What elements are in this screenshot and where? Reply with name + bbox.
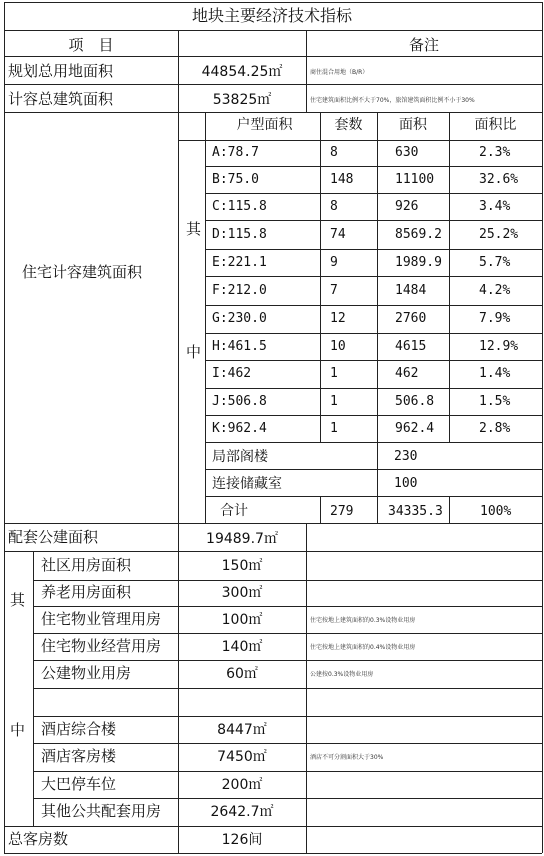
residential-unit-area: 4615 (395, 339, 427, 354)
plan-area-note: 商住混合用地（B/R） (310, 69, 369, 76)
residential-unit-type: F:212.0 (212, 283, 267, 298)
attic-area: 230 (394, 449, 418, 464)
residential-unit-ratio: 1.5% (479, 394, 511, 409)
rooms-value: 126间 (221, 832, 263, 848)
header-note: 备注 (408, 36, 439, 54)
residential-unit-area: 11100 (395, 172, 435, 187)
residential-unit-ratio: 7.9% (479, 311, 511, 326)
residential-unit-count: 10 (330, 339, 346, 354)
public-item-value: 7450㎡ (217, 749, 267, 765)
grid-line (33, 660, 542, 661)
grid-line (4, 112, 542, 113)
public-item-value: 140㎡ (221, 639, 263, 655)
grid-line (542, 2, 543, 853)
grid-line (178, 140, 205, 141)
plan-area-value: 44854.25㎡ (201, 64, 283, 80)
storage-area: 100 (394, 476, 418, 491)
residential-side-char-2: 中 (186, 343, 202, 361)
residential-unit-count: 148 (330, 172, 354, 187)
grid-line (205, 388, 542, 389)
far-area-value: 53825㎡ (212, 92, 272, 108)
public-item-note: 住宅按地上建筑面积的0.3%设物业用房 (310, 617, 416, 624)
grid-line (449, 496, 450, 523)
public-item-label: 住宅物业经营用房 (41, 637, 162, 655)
residential-unit-count: 7 (330, 283, 338, 298)
total-count: 279 (330, 504, 354, 519)
grid-line (205, 112, 206, 523)
public-item-label: 公建物业用房 (41, 664, 132, 682)
grid-line (205, 469, 542, 470)
residential-unit-area: 1989.9 (395, 255, 442, 270)
grid-line (33, 771, 542, 772)
residential-unit-type: I:462 (212, 366, 252, 381)
public-item-label: 大巴停车位 (41, 775, 117, 793)
grid-line (205, 333, 542, 334)
residential-unit-count: 8 (330, 199, 338, 214)
public-area-label: 配套公建面积 (8, 528, 99, 546)
public-item-value: 300㎡ (221, 585, 263, 601)
public-item-label: 其他公共配套用房 (41, 802, 162, 820)
residential-unit-count: 1 (330, 366, 338, 381)
residential-col-header: 套数 (334, 117, 363, 133)
public-item-label: 社区用房面积 (41, 556, 132, 574)
residential-unit-ratio: 1.4% (479, 366, 511, 381)
residential-side-char-1: 其 (186, 220, 202, 238)
residential-unit-ratio: 5.7% (479, 255, 511, 270)
grid-line (306, 826, 307, 853)
residential-unit-type: A:78.7 (212, 145, 259, 160)
grid-line (4, 551, 542, 552)
header-item: 项 目 (68, 36, 114, 54)
grid-line (320, 496, 321, 523)
public-side-char-1: 其 (10, 591, 26, 609)
residential-unit-area: 962.4 (395, 421, 435, 436)
residential-unit-count: 74 (330, 227, 346, 242)
residential-unit-type: G:230.0 (212, 311, 267, 326)
residential-unit-count: 12 (330, 311, 346, 326)
residential-unit-ratio: 12.9% (479, 339, 519, 354)
grid-line (205, 360, 542, 361)
residential-unit-ratio: 4.2% (479, 283, 511, 298)
public-item-value: 200㎡ (221, 777, 263, 793)
grid-line (205, 166, 542, 167)
grid-line (205, 220, 542, 221)
public-item-value: 2642.7㎡ (210, 804, 274, 820)
grid-line (33, 551, 34, 826)
residential-unit-count: 1 (330, 394, 338, 409)
grid-line (306, 523, 307, 551)
grid-line (33, 743, 542, 744)
plan-area-label: 规划总用地面积 (8, 62, 114, 80)
rooms-label: 总客房数 (8, 830, 69, 848)
grid-line (205, 496, 542, 497)
residential-unit-area: 2760 (395, 311, 427, 326)
residential-unit-ratio: 3.4% (479, 199, 511, 214)
residential-unit-type: J:506.8 (212, 394, 267, 409)
grid-line (377, 112, 378, 523)
residential-unit-count: 8 (330, 145, 338, 160)
grid-line (320, 112, 321, 442)
public-item-label: 住宅物业管理用房 (41, 610, 162, 628)
residential-unit-area: 630 (395, 145, 419, 160)
residential-col-header: 面积比 (474, 117, 517, 133)
grid-line (205, 442, 542, 443)
residential-unit-count: 9 (330, 255, 338, 270)
grid-line (33, 633, 542, 634)
residential-unit-ratio: 25.2% (479, 227, 519, 242)
grid-line (33, 606, 542, 607)
residential-col-header: 面积 (399, 117, 427, 133)
public-item-value: 60㎡ (226, 666, 258, 682)
public-item-label: 酒店综合楼 (41, 720, 117, 738)
public-area-value: 19489.7㎡ (206, 531, 278, 547)
residential-unit-area: 8569.2 (395, 227, 442, 242)
total-ratio: 100% (480, 504, 512, 519)
grid-line (4, 2, 5, 853)
storage-label: 连接储藏室 (212, 476, 282, 492)
public-item-value: 100㎡ (221, 612, 263, 628)
grid-line (33, 798, 542, 799)
grid-line (4, 826, 542, 827)
residential-unit-type: H:461.5 (212, 339, 267, 354)
residential-unit-area: 926 (395, 199, 419, 214)
total-label: 合计 (220, 503, 248, 519)
residential-unit-area: 506.8 (395, 394, 435, 409)
public-item-value: 150㎡ (221, 558, 263, 574)
far-area-note: 住宅建筑面积比例不大于70%，旅馆建筑面积比例不小于30% (310, 97, 475, 104)
grid-line (205, 305, 542, 306)
residential-unit-type: C:115.8 (212, 199, 267, 214)
residential-unit-area: 462 (395, 366, 419, 381)
public-item-value: 8447㎡ (217, 722, 267, 738)
total-area: 34335.3 (388, 504, 443, 519)
grid-line (33, 688, 542, 689)
far-area-label: 计容总建筑面积 (8, 90, 114, 108)
grid-line (306, 551, 307, 826)
public-item-note: 住宅按地上建筑面积的0.4%设物业用房 (310, 644, 416, 651)
public-item-note: 公建按0.3%设物业用房 (310, 671, 374, 678)
grid-line (4, 84, 542, 85)
residential-area-label: 住宅计容建筑面积 (22, 263, 143, 281)
grid-line (205, 249, 542, 250)
grid-line (4, 853, 542, 854)
attic-label: 局部阁楼 (212, 449, 268, 465)
public-side-char-2: 中 (10, 721, 26, 739)
grid-line (449, 112, 450, 442)
public-item-note: 酒店不可分割面积大于30% (310, 754, 384, 761)
grid-line (4, 2, 542, 3)
residential-unit-ratio: 2.3% (479, 145, 511, 160)
grid-line (178, 112, 179, 523)
grid-line (205, 276, 542, 277)
residential-unit-type: K:962.4 (212, 421, 267, 436)
grid-line (205, 415, 542, 416)
grid-line (4, 56, 542, 57)
residential-unit-ratio: 2.8% (479, 421, 511, 436)
residential-unit-type: D:115.8 (212, 227, 267, 242)
residential-unit-count: 1 (330, 421, 338, 436)
residential-col-header: 户型面积 (236, 117, 293, 133)
grid-line (205, 193, 542, 194)
public-item-label: 酒店客房楼 (41, 747, 117, 765)
public-item-label: 养老用房面积 (41, 583, 132, 601)
grid-line (33, 580, 542, 581)
grid-line (33, 716, 542, 717)
residential-unit-ratio: 32.6% (479, 172, 519, 187)
grid-line (4, 30, 542, 31)
residential-unit-area: 1484 (395, 283, 427, 298)
grid-line (4, 523, 542, 524)
grid-line (205, 140, 542, 141)
residential-unit-type: E:221.1 (212, 255, 267, 270)
sheet-title: 地块主要经济技术指标 (191, 6, 352, 25)
residential-unit-type: B:75.0 (212, 172, 259, 187)
